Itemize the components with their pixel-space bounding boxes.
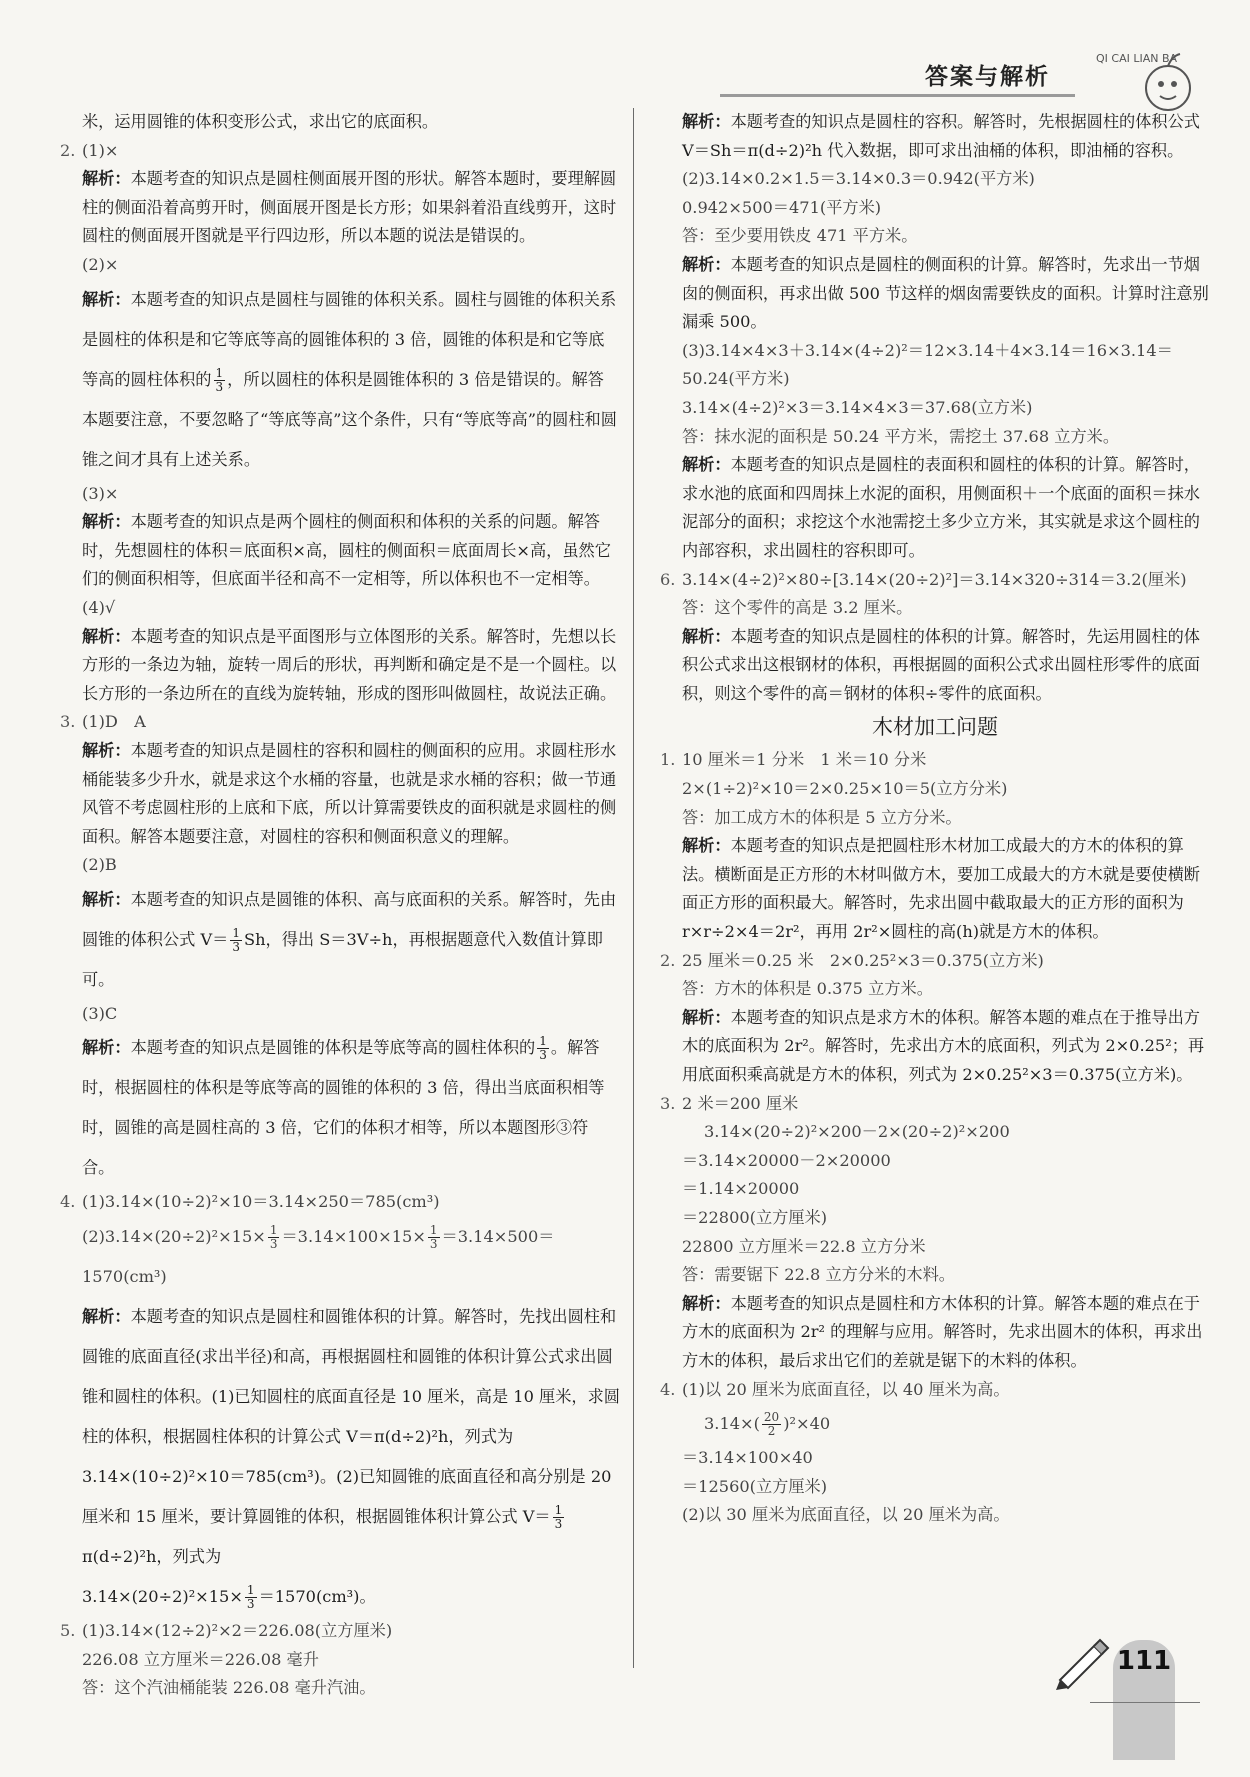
- fraction-one-third: $\frac{1}{3}$: [539, 1034, 547, 1063]
- answer-line: 答：方木的体积是 0.375 立方米。: [682, 979, 933, 999]
- answer-line: (2)B: [82, 855, 117, 875]
- answer-line: 答：加工成方木的体积是 5 立方分米。: [682, 807, 962, 827]
- pencil-icon: [1050, 1630, 1110, 1690]
- fraction-one-third: $\frac{1}{3}$: [246, 1583, 255, 1612]
- fraction-twenty-halves: $\frac{20}{2}$: [763, 1410, 780, 1439]
- fraction-one-third: $\frac{1}{3}$: [269, 1223, 278, 1252]
- left-column: [60, 108, 620, 1703]
- answer-line: 226.08 立方厘米＝226.08 毫升: [82, 1649, 319, 1669]
- answer-line: (2)×: [82, 254, 119, 274]
- answer-line: (3)×: [82, 483, 119, 503]
- answer-line: 0.942×500＝471(平方米): [682, 197, 882, 217]
- analysis: 解析：本题考查的知识点是圆柱侧面展开图的形状。解答本题时，要理解圆柱的侧面沿着高剪开时，侧面展开图是长方形；如果斜着沿直线剪开，这时圆柱的侧面展开图就是平行四边形，所以本题的说法是错误的。: [82, 169, 617, 246]
- logo-lettering: QI CAI LIAN BA: [1096, 52, 1178, 65]
- analysis: 解析：本题考查的知识点是圆柱与圆锥的体积关系。圆柱与圆锥的体积关系是圆柱的体积是和它等底等高的圆锥体积的 3 倍，圆锥的体积是和它等底等高的圆柱体积的 $\frac{1}{3}$ ，所以圆柱的体积是圆锥体积的 3 倍是错误的。解答本题要注意，不要忽略了“等底等高”这个条件，只有“等底等高”的圆柱和圆锥之间才具有上述关系。: [82, 289, 617, 469]
- answer-line: 答：这个零件的高是 3.2 厘米。: [682, 598, 913, 618]
- question-4: 4. (1)3.14×(10÷2)²×10＝3.14×250＝785(cm³): [60, 1192, 440, 1212]
- question-4: 4. (1)以 20 厘米为底面直径，以 40 厘米为高。: [660, 1379, 1010, 1399]
- answer-line: (2)以 30 厘米为底面直径，以 20 厘米为高。: [682, 1505, 1010, 1525]
- header-rule: [720, 94, 1075, 97]
- question-3: 3. 2 米＝200 厘米: [660, 1093, 799, 1113]
- question-3: 3. (1)D A: [60, 712, 146, 732]
- analysis: 解析：本题考查的知识点是圆柱的容积和圆柱的侧面积的应用。求圆柱形水桶能装多少升水，就是求这个水桶的容量，也就是求水桶的容积；做一节通风管不考虑圆柱形的上底和下底，所以计算需要铁皮的面积就是求圆柱的侧面积。解答本题要注意，对圆柱的容积和侧面积意义的理解。: [82, 740, 617, 846]
- fraction-one-third: $\frac{1}{3}$: [232, 925, 240, 954]
- answer-line: (2)3.14×0.2×1.5＝3.14×0.3＝0.942(平方米): [682, 169, 1035, 189]
- answer-line: ＝1.14×20000: [682, 1179, 800, 1199]
- answer-line: 3.14×(20÷2)²×200－2×(20÷2)²×200: [704, 1122, 1010, 1142]
- analysis: 解析：本题考查的知识点是圆柱的侧面积的计算。解答时，先求出一节烟囱的侧面积，再求出做 500 节这样的烟囱需要铁皮的面积。计算时注意别漏乘 500。: [682, 254, 1209, 332]
- answer-line: ＝12560(立方厘米): [682, 1476, 828, 1496]
- answer-line: 答：这个汽油桶能装 226.08 毫升汽油。: [82, 1678, 376, 1698]
- column-divider: [633, 108, 634, 1668]
- analysis: 解析：本题考查的知识点是圆锥的体积、高与底面积的关系。解答时，先由圆锥的体积公式 V＝ $\frac{1}{3}$ Sh，得出 S＝3V÷h，再根据题意代入数值计算即可。: [82, 889, 617, 989]
- question-2: 2. (1)×: [60, 140, 119, 160]
- fraction-one-third: $\frac{1}{3}$: [429, 1223, 438, 1252]
- question-2: 2. 25 厘米＝0.25 米 2×0.25²×3＝0.375(立方米): [660, 950, 1044, 970]
- text-line: 米，运用圆锥的体积变形公式，求出它的底面积。: [82, 112, 439, 131]
- analysis: 解析：本题考查的知识点是圆柱的容积。解答时，先根据圆柱的体积公式 V＝Sh＝π(d÷2)²h 代入数据，即可求出油桶的体积，即油桶的容积。: [682, 112, 1200, 160]
- page-number: 111: [1116, 1646, 1172, 1676]
- answer-line: 3.14×(20÷2)²×15× $\frac{1}{3}$ ＝1570(cm³)。: [82, 1583, 376, 1612]
- header-title: 答案与解析: [925, 64, 1050, 90]
- analysis: 解析：本题考查的知识点是平面图形与立体图形的关系。解答时，先想以长方形的一条边为轴，旋转一周后的形状，再判断和确定是不是一个圆柱。以长方形的一条边所在的直线为旋转轴，形成的图形叫做圆柱，故说法正确。: [82, 626, 617, 703]
- question-6: 6. 3.14×(4÷2)²×80÷[3.14×(20÷2)²]＝3.14×320÷314＝3.2(厘米): [660, 569, 1187, 589]
- analysis: 解析：本题考查的知识点是圆柱的体积的计算。解答时，先运用圆柱的体积公式求出这根钢材的体积，再根据圆的面积公式求出圆柱形零件的底面积，则这个零件的高＝钢材的体积÷零件的底面积。: [682, 626, 1200, 703]
- fraction-one-third: $\frac{1}{3}$: [215, 365, 224, 394]
- fraction-one-third: $\frac{1}{3}$: [554, 1503, 563, 1532]
- answer-line: (4)√: [82, 597, 116, 617]
- analysis: 解析：本题考查的知识点是求方木的体积。解答本题的难点在于推导出方木的底面积为 2r²。解答时，先求出方木的底面积，列式为 2×0.25²；再用底面积乘高就是方木的体积，列式为 2×0.25²×3＝0.375(立方米)。: [682, 1007, 1205, 1084]
- analysis: 解析：本题考查的知识点是把圆柱形木材加工成最大的方木的体积的算法。横断面是正方形的木材叫做方木，要加工成最大的方木就是要使横断面正方形的面积最大。解答时，先求出圆中截取最大的正方形的面积为 r×r÷2×4＝2r²，再用 2r²×圆柱的高(h)就是方木的体积。: [682, 836, 1200, 942]
- answer-line: ＝3.14×100×40: [682, 1448, 813, 1468]
- analysis: 解析：本题考查的知识点是圆柱的表面积和圆柱的体积的计算。解答时，求水池的底面和四周抹上水泥的面积，用侧面积＋一个底面的面积＝抹水泥部分的面积；求挖这个水池需挖土多少立方米，其实就是求这个圆柱的内部容积，求出圆柱的容积即可。: [682, 455, 1200, 560]
- question-1: 1. 10 厘米＝1 分米 1 米＝10 分米: [660, 750, 927, 770]
- answer-line: 3.14×(4÷2)²×3＝3.14×4×3＝37.68(立方米): [682, 397, 1033, 417]
- answer-line: 22800 立方厘米＝22.8 立方分米: [682, 1236, 926, 1256]
- question-5: 5. (1)3.14×(12÷2)²×2＝226.08(立方厘米): [60, 1621, 393, 1641]
- analysis: 解析：本题考查的知识点是两个圆柱的侧面积和体积的关系的问题。解答时，先想圆柱的体积＝底面积×高，圆柱的侧面积＝底面周长×高，虽然它们的侧面积相等，但底面半径和高不一定相等，所以体积也不一定相等。: [82, 512, 611, 589]
- analysis: 解析：本题考查的知识点是圆柱和圆锥体积的计算。解答时，先找出圆柱和圆锥的底面直径(求出半径)和高，再根据圆柱和圆锥的体积计算公式求出圆锥和圆柱的体积。(1)已知圆柱的底面直径是 10 厘米，高是 10 厘米，求圆柱的体积，根据圆柱体积的计算公式 V＝π(d÷2)²h，列式为 3.14×(10÷2)²×10＝785(cm³)。(2)已知圆锥的底面直径和高分别是 20 厘米和 15 厘米，要计算圆锥的体积，根据圆锥体积计算公式 V＝ $\frac{1}{3}$ π(d÷2)²h，列式为: [82, 1307, 620, 1567]
- right-column: [660, 108, 1210, 1530]
- answer-line: 2×(1÷2)²×10＝2×0.25×10＝5(立方分米): [682, 779, 1008, 799]
- analysis: 解析：本题考查的知识点是圆柱和方木体积的计算。解答本题的难点在于方木的底面积为 2r² 的理解与应用。解答时，先求出圆木的体积，再求出方木的体积，最后求出它们的差就是锯下的木料的体积。: [682, 1293, 1203, 1370]
- answer-line: 3.14×( $\frac{20}{2}$ )²×40: [704, 1410, 831, 1439]
- answer-line: (3)C: [82, 1003, 118, 1023]
- answer-line: ＝3.14×20000－2×20000: [682, 1150, 891, 1170]
- answer-line: 答：抹水泥的面积是 50.24 平方米，需挖土 37.68 立方米。: [682, 426, 1120, 446]
- section-title: 木材加工问题: [872, 715, 998, 740]
- analysis: 解析：本题考查的知识点是圆锥的体积是等底等高的圆柱体积的 $\frac{1}{3}$ 。解答时，根据圆柱的体积是等底等高的圆锥的体积的 3 倍，得出当底面积相等时，圆锥的高是圆柱高的 3 倍，它们的体积才相等，所以本题图形③符合。: [82, 1034, 605, 1178]
- answer-line: 答：需要锯下 22.8 立方分米的木料。: [682, 1265, 955, 1285]
- answer-line: 答：至少要用铁皮 471 平方米。: [682, 226, 918, 246]
- answer-line: (3)3.14×4×3＋3.14×(4÷2)²＝12×3.14＋4×3.14＝16×3.14＝50.24(平方米): [682, 340, 1173, 389]
- answer-line: (2)3.14×(20÷2)²×15× $\frac{1}{3}$ ＝3.14×100×15× $\frac{1}{3}$ ＝3.14×500＝1570(cm³): [82, 1223, 555, 1287]
- footer-rule: [1090, 1702, 1200, 1703]
- answer-line: ＝22800(立方厘米): [682, 1207, 828, 1227]
- page-header: [0, 48, 1250, 98]
